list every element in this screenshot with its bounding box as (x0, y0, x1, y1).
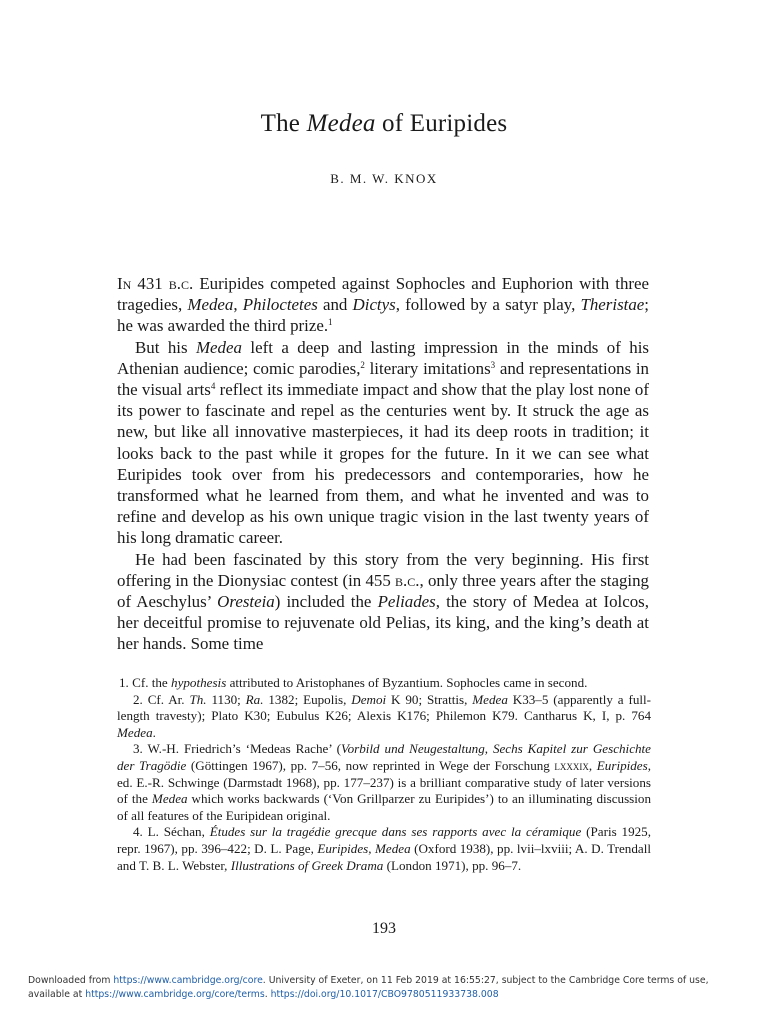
text-span: (Oxford 1938), pp. lvii–lxviii; A. D. Trendall and T. B. L. Webster, (117, 840, 651, 873)
footnote (117, 741, 651, 824)
text-span: , (588, 757, 597, 773)
text-span: and (317, 295, 353, 315)
text-span: . (152, 724, 156, 740)
footnote-ref[interactable]: 1 (328, 317, 333, 328)
page-number: 193 (372, 920, 396, 937)
drop-cap: In (117, 274, 132, 293)
text-span: (London 1971), pp. 96–7. (383, 857, 522, 873)
terms-link[interactable]: https://www.cambridge.org/core/terms (85, 988, 265, 1000)
text-span: 1130; (206, 691, 246, 707)
footnotes (117, 675, 651, 874)
text-span: reflect its immediate impact and show that the play lost none of its power to fascinate and repel as the centuries went by. It struck the age as new, but like all innovative masterpieces, it had its deep roots in tradition; it looks back to the past while it gropes for the future. In it we can see what Euripides took over from his predecessors and contemporaries, how he transformed what he learned from them, and what he invented and was to refine and develop as his own unique tragic vision in the last twenty years of his long dramatic career. (117, 380, 649, 548)
footnote-ref[interactable]: 3 (490, 359, 496, 370)
italic-text: Demoi (351, 691, 387, 707)
text-span: 431 (131, 274, 169, 293)
text-span: (Paris 1925, repr. 1967), pp. 396–422; D. L. Page, (117, 824, 651, 856)
italic-text: Medea (375, 840, 411, 856)
text-span: ) included the (274, 592, 378, 612)
text-span: , followed by a satyr play, (395, 295, 581, 315)
text-span: b.c. (168, 274, 194, 293)
paragraph (117, 549, 649, 655)
italic-text: Euripides (596, 757, 648, 773)
text-span: K 90; Strattis, (386, 691, 473, 707)
text-span: But his (135, 337, 196, 357)
paragraph (117, 337, 649, 549)
text-span: , (233, 295, 243, 315)
italic-text: hypothesis (171, 675, 227, 690)
text-span: . (264, 988, 271, 1000)
title-text: The (260, 110, 307, 137)
text-span: , only three years after the staging of Aeschylus’ (117, 570, 650, 612)
text-span: lxxxix (554, 757, 589, 773)
footnote-ref[interactable]: 2 (360, 359, 365, 370)
italic-text: Philoctetes (242, 295, 318, 315)
italic-text: Medea (472, 691, 508, 707)
italic-text: Études sur la tragédie grecque dans ses rapports avec la céramique (209, 824, 582, 840)
italic-text: Medea (195, 337, 242, 357)
footnote (117, 824, 651, 874)
text-span: and representations in the visual arts (117, 358, 649, 400)
author-name: B. M. W. KNOX (330, 171, 438, 186)
article-title (0, 110, 768, 138)
text-span: Euripides competed against Sophocles and Euphorion with three tragedies, (117, 274, 650, 315)
footnote (117, 675, 651, 692)
download-footer (28, 974, 744, 1001)
text-span: . University of Exeter, on 11 Feb 2019 at 16:55:27, subject to the Cambridge Core terms of use, available at (28, 975, 709, 1000)
title-text: of Euripides (375, 110, 508, 137)
text-span: attributed to Aristophanes of Byzantium. Sophocles came in second. (226, 675, 588, 690)
text-span: literary imitations (364, 358, 491, 378)
text-span: , the story of Medea at Iolcos, her deceitful promise to rejuvenate old Pelias, its king, and the king’s death at her hands. Some time (117, 592, 649, 654)
paragraph (117, 273, 649, 337)
text-span: He had been fascinated by this story from the very beginning. His first offering in the Dionysiac contest (in 455 (117, 549, 649, 590)
italic-text: Euripides (317, 840, 369, 856)
body-text (117, 273, 649, 655)
italic-text: Medea (117, 724, 153, 740)
text-span: b.c. (395, 570, 420, 590)
italic-text: Th. (189, 691, 207, 707)
doi-link[interactable]: https://doi.org/10.1017/CBO9780511933738.008 (270, 988, 499, 1000)
italic-text: Medea (151, 791, 188, 807)
text-span: , (368, 840, 375, 856)
italic-text: Oresteia (217, 592, 275, 612)
footnote (117, 692, 651, 742)
text-span: (Göttingen 1967), pp. 7–56, now reprinted in Wege der Forschung (186, 757, 555, 773)
italic-text: Medea (187, 295, 234, 315)
text-span: 1. Cf. the (119, 675, 172, 690)
italic-text: Ra. (245, 691, 264, 707)
italic-text: Peliades (377, 592, 436, 612)
italic-text: Vorbild und Neugestaltung, Sechs Kapitel zur Geschichte der Tragödie (117, 741, 651, 773)
italic-text: Theristae (580, 295, 645, 315)
cambridge-core-link[interactable]: https://www.cambridge.org/core (113, 975, 263, 986)
footnote-ref[interactable]: 4 (210, 381, 216, 392)
text-span: 4. L. Séchan, (133, 824, 210, 840)
text-span: Downloaded from (28, 975, 114, 986)
italic-text: Dictys (352, 295, 396, 315)
text-span: which works backwards (‘Von Grillparzer zu Euripides’) to an illuminating discussion of all features of the Euripidean original. (117, 791, 652, 823)
text-span: ; he was awarded the third prize. (117, 295, 649, 336)
text-span: 1382; Eupolis, (263, 691, 352, 707)
text-span: K33–5 (apparently a full-length travesty); Plato K30; Eubulus K26; Alexis K176; Philemon K79. Cantharus K, I, p. 764 (117, 691, 651, 724)
text-span: 2. Cf. Ar. (133, 691, 190, 707)
text-span: 3. W.-H. Friedrich’s ‘Medeas Rache’ ( (133, 741, 342, 757)
title-italic: Medea (306, 110, 376, 137)
text-span: left a deep and lasting impression in the minds of his Athenian audience; comic parodies, (117, 337, 649, 378)
text-span: , ed. E.-R. Schwinge (Darmstadt 1968), pp. 177–237) is a brilliant comparative study of later versions of the (117, 757, 651, 807)
italic-text: Illustrations of Greek Drama (230, 857, 384, 873)
